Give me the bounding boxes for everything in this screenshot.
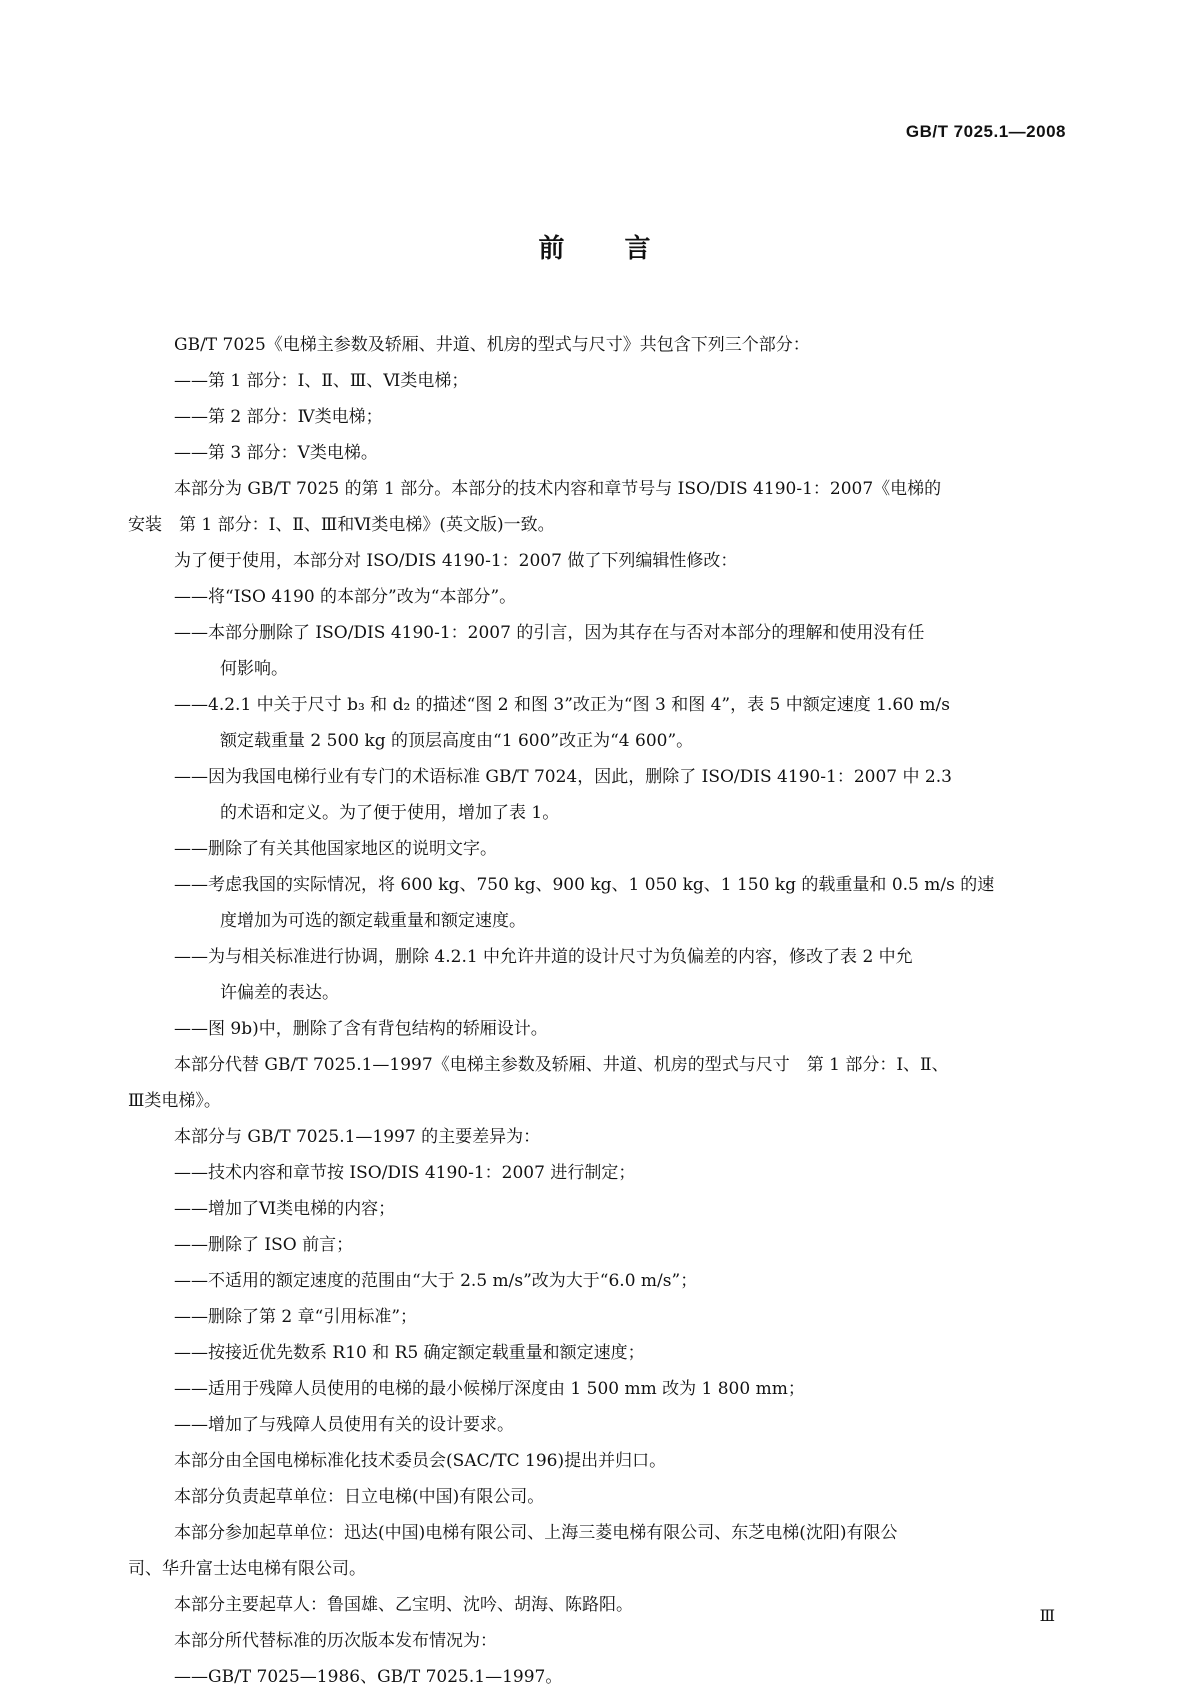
paragraph-line: GB/T 7025《电梯主参数及轿厢、井道、机房的型式与尺寸》共包含下列三个部分：	[174, 335, 810, 355]
list-item-continuation: 度增加为可选的额定载重量和额定速度。	[220, 911, 526, 931]
list-item: ——图 9b)中，删除了含有背包结构的轿厢设计。	[174, 1019, 548, 1039]
paragraph-line: 本部分与 GB/T 7025.1—1997 的主要差异为：	[174, 1127, 541, 1147]
paragraph-line: 为了便于使用，本部分对 ISO/DIS 4190-1：2007 做了下列编辑性修改：	[174, 551, 738, 571]
paragraph-line: 司、华升富士达电梯有限公司。	[128, 1559, 366, 1579]
list-item: ——适用于残障人员使用的电梯的最小候梯厅深度由 1 500 mm 改为 1 800 mm；	[174, 1379, 805, 1399]
list-item-continuation: 许偏差的表达。	[220, 983, 339, 1003]
list-item: ——第 3 部分：Ⅴ类电梯。	[174, 443, 378, 463]
list-item: ——不适用的额定速度的范围由“大于 2.5 m/s”改为大于“6.0 m/s”；	[174, 1271, 698, 1291]
title-char-2: 言	[624, 234, 653, 264]
paragraph-line: 本部分由全国电梯标准化技术委员会(SAC/TC 196)提出并归口。	[174, 1451, 667, 1471]
page-title	[0, 228, 1191, 265]
standard-code: GB/T 7025.1—2008	[905, 122, 1066, 141]
list-item-continuation: 的术语和定义。为了便于使用，增加了表 1。	[220, 803, 560, 823]
paragraph-line: 本部分主要起草人：鲁国雄、乙宝明、沈吟、胡海、陈路阳。	[174, 1595, 633, 1615]
paragraph-line: 本部分为 GB/T 7025 的第 1 部分。本部分的技术内容和章节号与 ISO/DIS 4190-1：2007《电梯的	[174, 479, 942, 499]
paragraph-line: 本部分参加起草单位：迅达(中国)电梯有限公司、上海三菱电梯有限公司、东芝电梯(沈阳)有限公	[174, 1523, 898, 1543]
page-number: Ⅲ	[1039, 1606, 1055, 1625]
list-item: ——删除了第 2 章“引用标准”；	[174, 1307, 418, 1327]
list-item: ——技术内容和章节按 ISO/DIS 4190-1：2007 进行制定；	[174, 1163, 636, 1183]
list-item: ——删除了有关其他国家地区的说明文字。	[174, 839, 497, 859]
list-item: ——因为我国电梯行业有专门的术语标准 GB/T 7024，因此，删除了 ISO/DIS 4190-1：2007 中 2.3	[174, 767, 952, 787]
list-item: ——删除了 ISO 前言；	[174, 1235, 354, 1255]
list-item-continuation: 额定载重量 2 500 kg 的顶层高度由“1 600”改正为“4 600”。	[220, 731, 694, 751]
paragraph-line: 本部分负责起草单位：日立电梯(中国)有限公司。	[174, 1487, 545, 1507]
list-item: ——将“ISO 4190 的本部分”改为“本部分”。	[174, 587, 517, 607]
list-item: ——GB/T 7025—1986、GB/T 7025.1—1997。	[174, 1667, 563, 1687]
list-item: ——为与相关标准进行协调，删除 4.2.1 中允许井道的设计尺寸为负偏差的内容，修改了表 2 中允	[174, 947, 913, 967]
paragraph-line: 本部分所代替标准的历次版本发布情况为：	[174, 1631, 497, 1651]
list-item: ——第 1 部分：Ⅰ、Ⅱ、Ⅲ、Ⅵ类电梯；	[174, 371, 469, 391]
list-item: ——增加了与残障人员使用有关的设计要求。	[174, 1415, 514, 1435]
list-item-continuation: 何影响。	[220, 659, 288, 679]
list-item: ——第 2 部分：Ⅳ类电梯；	[174, 407, 383, 427]
paragraph-line: 安装 第 1 部分：Ⅰ、Ⅱ、Ⅲ和Ⅵ类电梯》(英文版)一致。	[128, 515, 555, 535]
list-item: ——增加了Ⅵ类电梯的内容；	[174, 1199, 396, 1219]
list-item: ——按接近优先数系 R10 和 R5 确定额定载重量和额定速度；	[174, 1343, 645, 1363]
paragraph-line: Ⅲ类电梯》。	[128, 1091, 221, 1111]
list-item: ——考虑我国的实际情况，将 600 kg、750 kg、900 kg、1 050 kg、1 150 kg 的载重量和 0.5 m/s 的速	[174, 875, 995, 895]
title-char-1: 前	[538, 234, 567, 264]
foreword-body	[128, 327, 1066, 1695]
list-item: ——本部分删除了 ISO/DIS 4190-1：2007 的引言，因为其存在与否对本部分的理解和使用没有任	[174, 623, 925, 643]
paragraph-line: 本部分代替 GB/T 7025.1—1997《电梯主参数及轿厢、井道、机房的型式与尺寸 第 1 部分：Ⅰ、Ⅱ、	[174, 1055, 949, 1075]
list-item: ——4.2.1 中关于尺寸 b₃ 和 d₂ 的描述“图 2 和图 3”改正为“图 3 和图 4”，表 5 中额定速度 1.60 m/s	[174, 695, 950, 715]
